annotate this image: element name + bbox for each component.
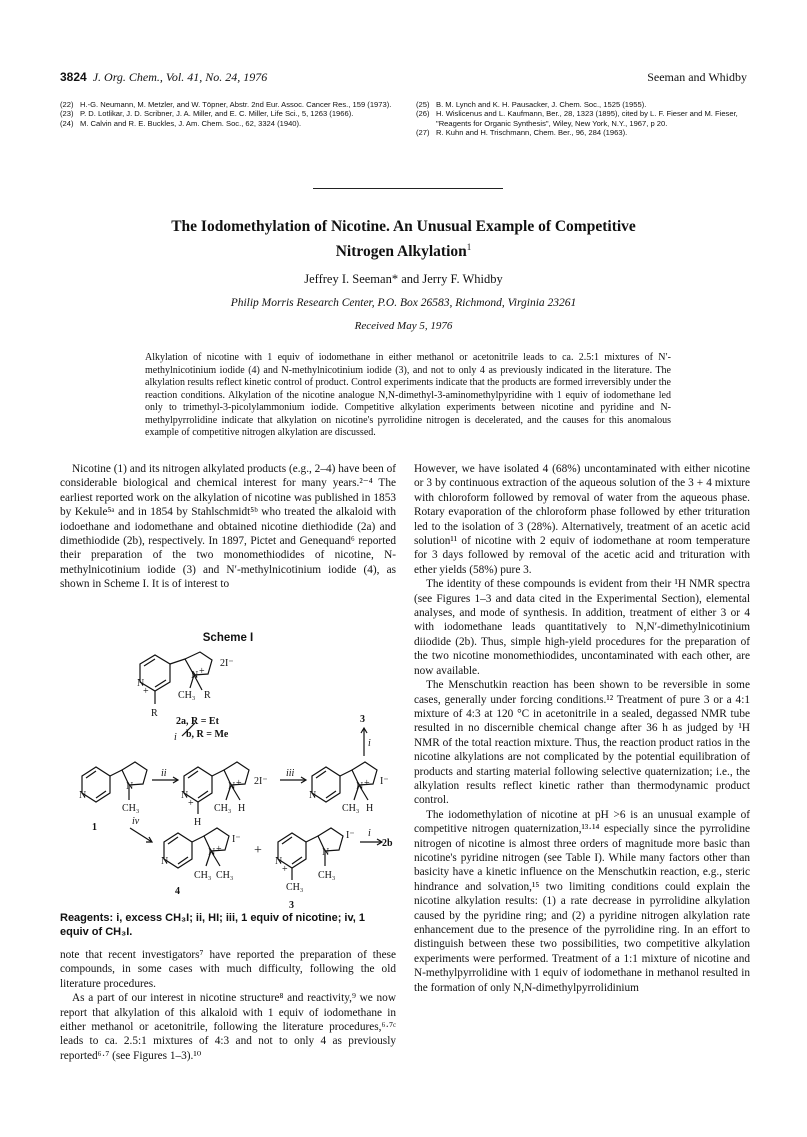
n-atom: N [208,847,216,858]
label-3-top: 3 [360,714,365,725]
paragraph: The Menschutkin reaction has been shown to be reversible in some cases, generally under forcing conditions.¹² Treatment of pure 3 or a 4:1 mixture of 4:3 at 120 °C in acetonitrile in a sealed, degassed NMR tube resulted in no discernible chemical change after 36 h as judged by ¹H NMR of the total reaction mixture. Thus, the reaction product ratios in the nicotine alkylations are not complicated by the potential equilibration of products and starting material following selective quaternization; i.e., the alkylation results reflect kinetic rather than thermodynamic product control. [414,679,750,807]
reference-item [416,100,746,109]
reagent-i-label: i [174,732,177,743]
anion-I: I⁻ [380,776,389,787]
reference-text: R. Kuhn and H. Trischmann, Chem. Ber., 96, 284 (1963). [436,128,628,138]
abstract: Alkylation of nicotine with 1 equiv of iodomethane in either methanol or acetonitrile leads to ca. 2.5:1 mixtures of N′-methylnicotinium iodide (4) and N-methylnicotinium iodide (3), and not to only 4 as previously indicated in the literature. The alkylation results reflect kinetic control of product. Control experiments indicate that the products are formed irreversibly under the reaction conditions. Alkylation of the nicotine analogue N,N-dimethyl-3-aminomethylpyridine with 1 equiv of iodomethane led only to trimethyl-3-picolylammonium iodide. Competitive alkylation experiments between nicotine and pyridine and N-methylpyrrolidine indicate that alkylation on nicotine's pyrrolidine nitrogen is decelerated, and the causes for this anomalous example of competitive nitrogen alkylation are discussed. [145,352,671,438]
n-atom: N [228,781,236,792]
reference-text: B. M. Lynch and K. H. Pausacker, J. Chem. Soc., 1525 (1955). [436,100,647,109]
reference-number: (22) [60,100,74,109]
section-divider [313,188,503,189]
journal-citation: J. Org. Chem., Vol. 41, No. 24, 1976 [92,70,268,84]
reference-text: H. Wislicenus and L. Kaufmann, Ber., 28, 1323 (1895), cited by L. F. Fieser and M. Fieser, "Reagents for Organic Synthesis", Wiley, New York, N.Y., 1967, p 20. [436,109,738,128]
hydrogen-label: H [194,817,202,828]
label-1: 1 [92,822,97,833]
article-affiliation: Philip Morris Research Center, P.O. Box 26583, Richmond, Virginia 23261 [230,297,577,309]
charge-plus: + [199,666,205,677]
structure-2 [140,652,212,704]
label-2a: 2a, R = Et [176,716,219,727]
methyl-label: CH₃ [122,803,140,814]
methyl-label: CH₃ [216,870,234,881]
charge-plus: + [143,686,149,697]
n-atom: N [309,790,317,801]
n-atom: N [322,847,330,858]
methyl-label: CH₃ [214,803,232,814]
label-2b-product: 2b [382,838,393,849]
anion-I: I⁻ [232,834,241,845]
label-2b: b, R = Me [186,729,229,740]
methyl-label: CH₃ [178,690,196,701]
methyl-label: CH₃ [286,882,304,893]
reference-number: (24) [60,118,74,128]
reference-item [60,119,400,128]
hydrogen-label: H [366,803,374,814]
reference-item [60,109,400,118]
title-line-1: The Iodomethylation of Nicotine. An Unusual Example of Competitive [171,218,636,235]
n-atom: N [79,790,87,801]
paragraph: Nicotine (1) and its nitrogen alkylated products (e.g., 2–4) have been of considerable biological and chemical interest for many years.²⁻⁴ The earliest reported work on the alkylation of nicotine was published in 1853 by Kekule⁵ᵃ and in 1854 by Stahlschmidt⁵ᵇ who treated the alkaloid with iodoethane and iodomethane and obtained nicotine diethiodide (2a) and dimethiodide (2b), respectively. In 1897, Pictet and Genequand⁶ reported their preparation of the two monomethiodides of nicotine, N-methylnicotinium iodide (3) and N′-methylnicotinium iodide (4), as shown in Scheme I. It is of interest to [60,463,396,591]
paragraph: However, we have isolated 4 (68%) uncontaminated with either nicotine or 3 by continuous extraction of the aqueous solution of the 3 + 4 mixture with chloroform followed by removal of water from the aqueous phase. Rotary evaporation of the chloroform phase followed by ether trituration led to the isolation of 3 (28%). Alternatively, treatment of an acetic acid solution¹¹ of nicotine with 2 equiv of iodomethane at room temperature for 3 days followed by removal of the acetic acid and trituration with ether yields (58%) pure 3. [414,463,750,576]
references-right [416,100,746,138]
reference-text: P. D. Lotlikar, J. D. Scribner, J. A. Miller, and E. C. Miller, Life Sci., 5, 1263 (1966). [80,109,354,119]
reagent-iv-label: iv [132,816,140,827]
methyl-label: CH₃ [194,870,212,881]
title-line-2: Nitrogen Alkylation [335,243,467,261]
anion-2I: 2I⁻ [254,776,268,787]
header-left [60,70,267,85]
anion-2I: 2I⁻ [220,658,234,669]
methyl-label: CH₃ [318,870,336,881]
reagent-i-label: i [368,738,371,749]
structure-1 [82,762,147,802]
n-atom: N [137,678,145,689]
scheme-title: Scheme I [202,632,254,644]
reference-number: (23) [60,109,74,119]
n-atom: N [161,856,169,867]
label-4: 4 [175,886,180,897]
reference-item [416,109,746,128]
label-3-bottom: 3 [289,900,294,911]
reference-item [416,128,746,137]
n-atom: N [126,781,134,792]
running-authors: Seeman and Whidby [647,70,747,84]
received-date: Received May 5, 1976 [354,320,453,332]
plus-sign: + [254,843,262,858]
reference-number: (26) [416,109,430,119]
reference-text: M. Calvin and R. E. Buckles, J. Am. Chem. Soc., 62, 3324 (1940). [80,118,302,128]
scheme-reagents: Reagents: i, excess CH₃I; ii, HI; iii, 1 equiv of nicotine; iv, 1 equiv of CH₃I. [60,912,366,938]
body-left-bottom [60,948,396,1063]
reference-number: (27) [416,128,430,138]
charge-plus: + [188,798,194,809]
reagent-ii-label: ii [161,768,167,779]
n-atom: N [356,781,364,792]
reference-item [60,100,400,109]
paragraph: note that recent investigators⁷ have reported the preparation of these compounds, in some cases with much difficulty, following the old literature procedures. [60,949,396,990]
page-number: 3824 [60,70,87,84]
reagent-i-label: i [368,828,371,839]
hydrogen-label: H [238,803,246,814]
reagent-iii-label: iii [286,768,295,779]
running-header [60,70,747,86]
scheme-figure [60,628,396,918]
article-title [110,217,697,262]
body-left-top [60,462,396,592]
n-atom: N [191,670,199,681]
references-left [60,100,400,128]
paragraph: As a part of our interest in nicotine structure⁸ and reactivity,⁹ we now report that alkylation of this alkaloid with 1 equiv of iodomethane in either methanol or acetonitrile, following the literature procedures,⁶·⁷ᶜ leads to ca. 2.5:1 mixtures of 4:3 and not to only 4 as previously reported⁶·⁷ (see Figures 1–3).¹⁰ [60,992,396,1062]
charge-plus: + [216,844,222,855]
scheme-drawing [60,628,396,918]
charge-plus: + [236,778,242,789]
reference-number: (25) [416,100,430,109]
n-atom: N [181,790,189,801]
title-footnote-marker: 1 [466,242,472,252]
methyl-label: CH₃ [342,803,360,814]
reference-text: H.-G. Neumann, M. Metzler, and W. Töpner, Abstr. 2nd Eur. Assoc. Cancer Res., 159 (1973). [80,100,392,109]
body-right [414,462,750,995]
charge-plus: + [282,864,288,875]
r-label: R [204,690,211,701]
arrow-iv [130,828,152,842]
n-atom: N [275,856,283,867]
charge-plus: + [364,778,370,789]
r-label: R [151,708,158,719]
paragraph: The iodomethylation of nicotine at pH >6 is an unusual example of competitive nitrogen quaternization,¹³·¹⁴ especially since the pyrrolidine nitrogen of nicotine is almost three orders of magnitude more basic than nicotine's pyridine nitrogen (see Table I). While many factors other than basicity have a kinetic influence on the Menschutkin reaction, e.g., steric hindrance and solvation,¹⁵ two limiting conditions could explain the nicotine alkylation results: (1) a rate decrease in pyrrolidine alkylation caused by the pyridine ring; and (2) a pyridine nitrogen alkylation rate enhancement due to the presence of the pyrrolidine ring. In an effort to distinguish between these two possibilities, two competitive alkylation experiments were performed. Treatment of a 1:1 mixture of nicotine and N-methylpyrrolidine with 1 equiv of iodomethane in methanol resulted in the formation of only N,N-dimethylpyrrolidinium [414,808,750,994]
anion-I: I⁻ [346,830,355,841]
article-authors: Jeffrey I. Seeman* and Jerry F. Whidby [304,272,503,286]
paragraph: The identity of these compounds is evident from their ¹H NMR spectra (see Figures 1–3 and data cited in the Experimental Section), elemental analyses, and mode of synthesis. In addition, treatment of either 3 or 4 with iodomethane leads quantitatively to N,N′-dimethylnicotinium diiodide (2b). Thus, simple high-yield procedures for the preparation of the two nicotine monomethiodides, uncontaminated with each other, are now available. [414,578,750,677]
